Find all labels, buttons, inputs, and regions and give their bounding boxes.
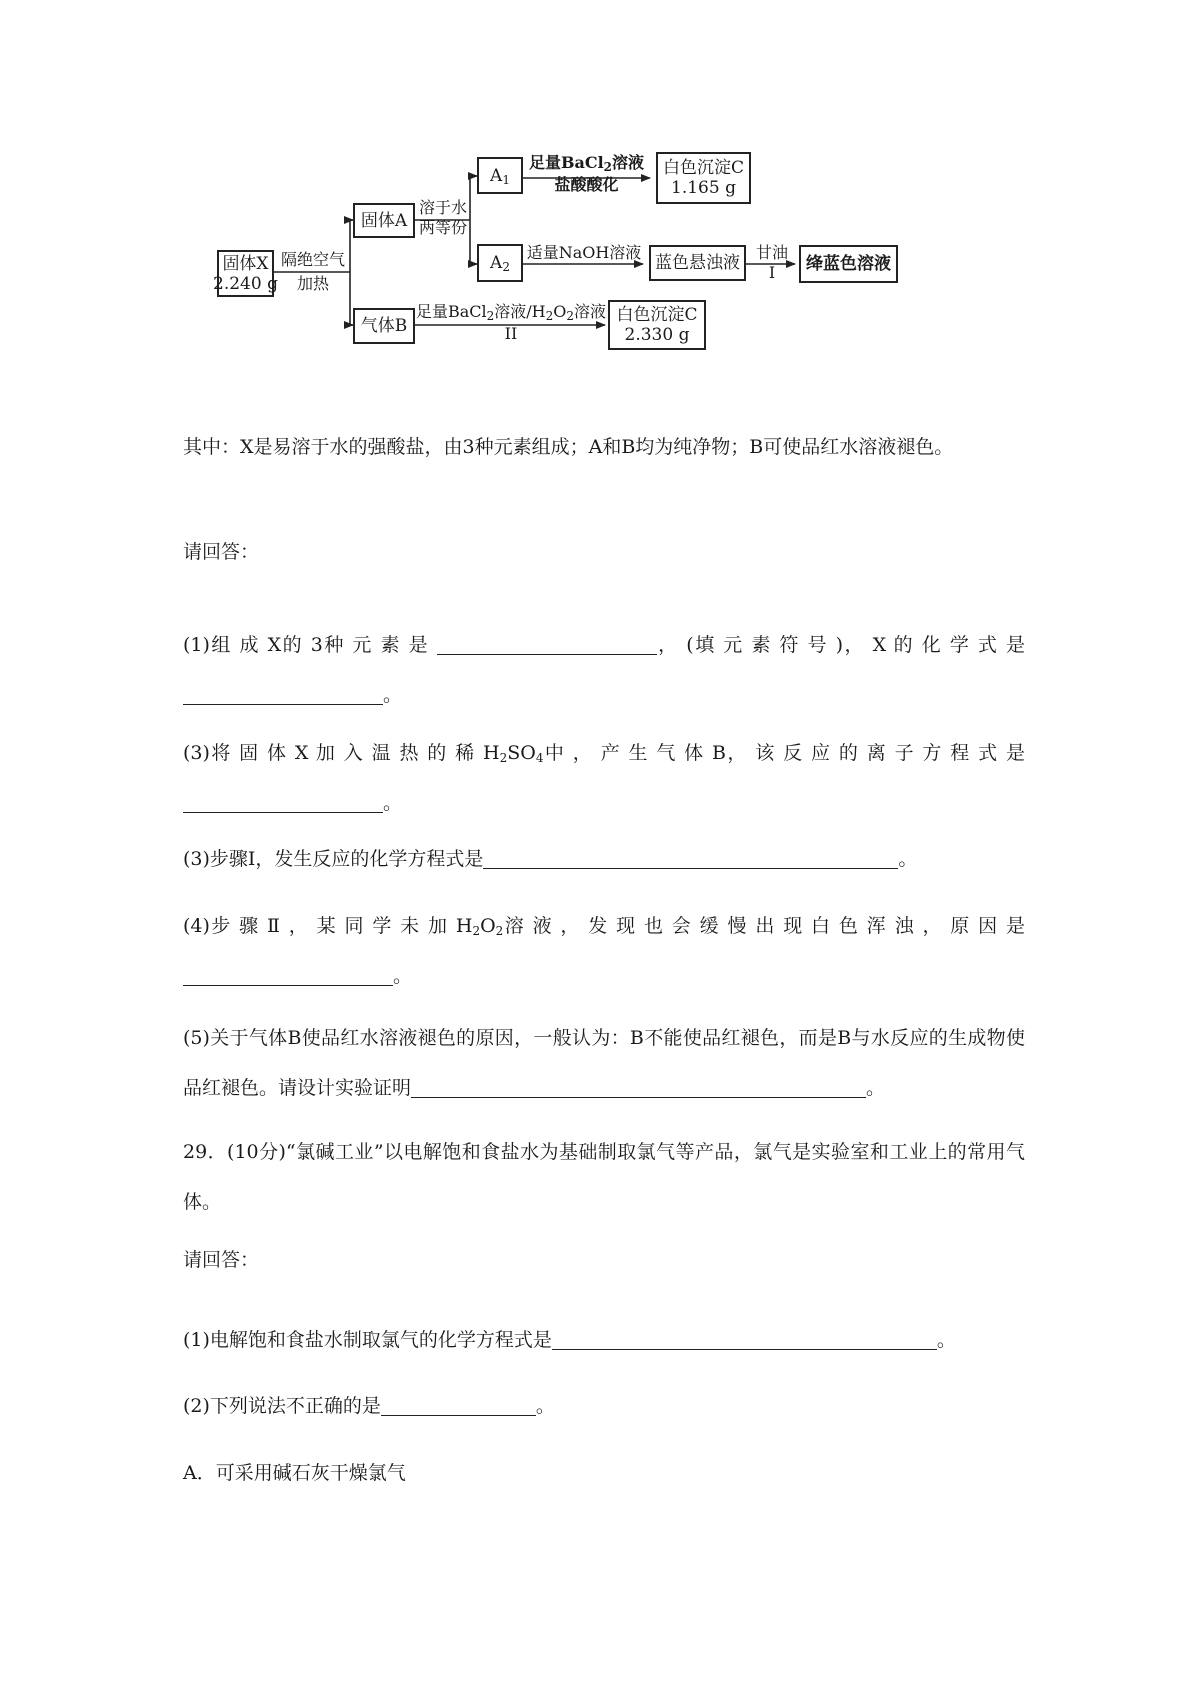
a2-box	[477, 244, 523, 282]
gas-label-sub3: 2	[566, 309, 575, 323]
gas-label-post: 溶液	[574, 302, 607, 321]
question-3b	[183, 834, 1025, 884]
q4-text-d: 。	[393, 965, 413, 987]
blue-suspension-name: 蓝色悬浊液	[655, 253, 740, 273]
q1-blank-elements[interactable]	[437, 628, 657, 655]
glycerol-label	[746, 243, 798, 283]
solid-a-box	[353, 203, 415, 238]
question-29-1	[183, 1315, 1025, 1365]
ask-text-1: 请回答：	[183, 541, 260, 563]
a1-label: A	[490, 165, 503, 186]
q4-sub1: 2	[472, 924, 481, 938]
a1-subscript: 1	[502, 172, 510, 187]
q3a-sub2: 4	[535, 751, 544, 765]
q1-text-b: ， (填 元 素 符 号 )， X 的 化 学 式 是	[656, 634, 1026, 656]
gas-label-sub2: 2	[545, 309, 554, 323]
precip-c1-box	[656, 152, 751, 204]
q3a-blank[interactable]	[183, 786, 383, 813]
dissolve-label	[416, 198, 470, 238]
q4-text-a: (4)步 骤 Ⅱ ， 某 同 学 未 加 H	[183, 915, 473, 937]
gas-reagent-line1	[415, 302, 607, 322]
ask-heading-1	[183, 527, 1025, 577]
a2-subscript: 2	[502, 260, 510, 274]
q29-1-text-b: 。	[936, 1329, 956, 1351]
q5-text-a: (5)关于气体B使品红水溶液褪色的原因，一般认为：B不能使品红褪色，而是B与水反应的生成物使品红褪色。请设计实验证明	[183, 1027, 1025, 1099]
precip-c1-name: 白色沉淀C	[662, 158, 744, 178]
gas-reagent-label	[415, 302, 607, 344]
bacl2-pre: 足量BaCl	[528, 153, 604, 172]
q3a-sub1: 2	[499, 751, 508, 765]
precip-c2-box	[608, 300, 706, 350]
q3a-text-a: (3)将 固 体 X 加 入 温 热 的 稀 H	[183, 742, 500, 764]
q5-blank[interactable]	[411, 1071, 866, 1098]
q3a-text-b: SO	[507, 742, 536, 764]
solid-x-box	[213, 250, 278, 297]
option-a-text: A．可采用碱石灰干燥氯气	[183, 1462, 406, 1484]
question-5	[183, 1013, 1025, 1113]
a1-box	[477, 157, 523, 194]
bacl2-sub: 2	[603, 160, 613, 174]
bacl2-label-line1	[524, 153, 649, 173]
gas-label-sub1: 2	[486, 309, 495, 323]
q29-2-text-b: 。	[535, 1395, 555, 1417]
q29-1-text-a: (1)电解饱和食盐水制取氯气的化学方程式是	[183, 1329, 552, 1351]
q4-sub2: 2	[495, 924, 504, 938]
flow-diagram	[200, 140, 1000, 390]
question-29	[183, 1127, 1025, 1227]
intro-paragraph	[183, 422, 1025, 472]
question-1	[183, 620, 1025, 720]
q1-text-c: 。	[383, 684, 403, 706]
q5-text-b: 。	[866, 1077, 886, 1099]
heat-label-line1: 隔绝空气	[280, 250, 345, 269]
intro-text: 其中：X是易溶于水的强酸盐，由3种元素组成；A和B均为纯净物；B可使品红水溶液褪色。	[183, 436, 954, 458]
gas-b-name: 气体B	[360, 316, 408, 336]
solid-x-mass: 2.240 g	[213, 273, 278, 294]
precip-c2-name: 白色沉淀C	[616, 305, 698, 325]
gas-reagent-line2: II	[504, 324, 518, 343]
q4-blank[interactable]	[183, 959, 393, 986]
gas-b-box	[353, 308, 415, 344]
a2-label: A	[490, 253, 503, 273]
q3b-text-a: (3)步骤I，发生反应的化学方程式是	[183, 848, 484, 870]
heat-label-line2: 加热	[296, 274, 329, 293]
gas-label-mid2: O	[553, 302, 567, 321]
glycerol-label-line2: I	[768, 263, 776, 282]
q29-text: 29．(10分)“氯碱工业”以电解饱和食盐水为基础制取氯气等产品，氯气是实验室和工业上的常用气体。	[183, 1141, 1025, 1213]
indigo-solution-name: 绛蓝色溶液	[806, 254, 891, 274]
dissolve-label-line1: 溶于水	[418, 198, 467, 217]
bacl2-label	[524, 153, 649, 195]
gas-label-mid: 溶液/H	[494, 302, 546, 321]
option-a	[183, 1448, 1025, 1498]
question-4	[183, 901, 1025, 1001]
ask-text-2: 请回答：	[183, 1249, 260, 1271]
dissolve-label-line2: 两等份	[418, 218, 467, 237]
heat-label	[278, 250, 348, 294]
q4-text-c: 溶 液 ， 发 现 也 会 缓 慢 出 现 白 色 浑 浊 ， 原 因 是	[503, 915, 1025, 937]
q3b-blank[interactable]	[483, 842, 898, 869]
ask-heading-2	[183, 1235, 1025, 1285]
q3a-text-d: 。	[383, 792, 403, 814]
q29-2-blank[interactable]	[381, 1389, 536, 1416]
q29-2-text-a: (2)下列说法不正确的是	[183, 1395, 381, 1417]
solid-x-name: 固体X	[222, 253, 269, 274]
blue-suspension-box	[649, 245, 746, 281]
precip-c2-mass: 2.330 g	[624, 325, 690, 345]
q4-text-b: O	[480, 915, 496, 937]
question-29-2	[183, 1381, 1025, 1431]
glycerol-label-line1: 甘油	[755, 243, 788, 262]
q1-text-a: (1)组 成 X的 3种 元 素 是	[183, 634, 437, 656]
q1-blank-formula[interactable]	[183, 678, 383, 705]
bacl2-post: 溶液	[612, 153, 645, 172]
solid-a-name: 固体A	[360, 210, 408, 231]
q29-1-blank[interactable]	[552, 1323, 937, 1350]
q3b-text-b: 。	[898, 848, 918, 870]
naoh-label: 适量NaOH溶液	[526, 243, 642, 262]
bacl2-label-line2: 盐酸酸化	[554, 175, 619, 194]
indigo-solution-box	[799, 245, 898, 283]
precip-c1-mass: 1.165 g	[671, 178, 736, 198]
gas-label-pre: 足量BaCl	[415, 302, 487, 321]
q3a-text-c: 中 ， 产 生 气 体 B， 该 反 应 的 离 子 方 程 式 是	[543, 742, 1026, 764]
question-3a	[183, 728, 1025, 828]
